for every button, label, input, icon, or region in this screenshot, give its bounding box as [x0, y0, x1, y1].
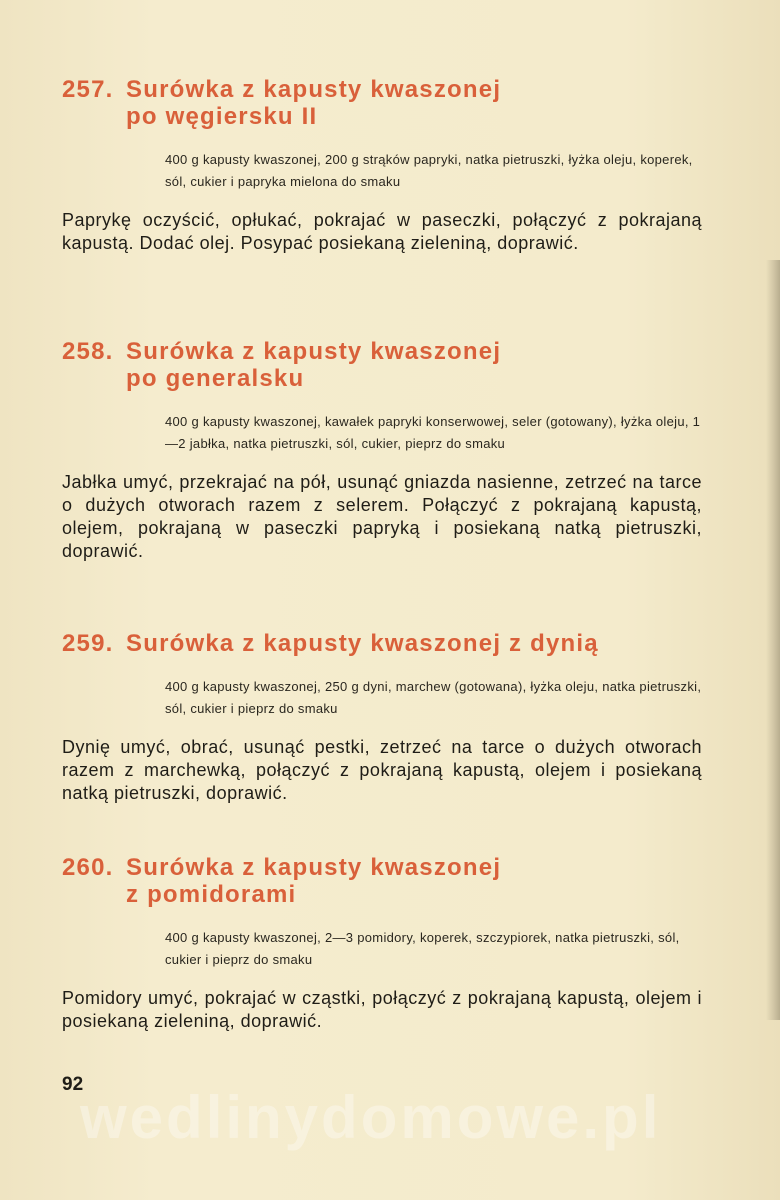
recipe-title-line2: po węgiersku II [126, 103, 318, 130]
recipe-number: 257. [62, 76, 114, 103]
recipe-title [62, 630, 702, 657]
recipe-title-line1: Surówka z kapusty kwaszonej [126, 338, 502, 365]
recipe-title-line1: Surówka z kapusty kwaszonej [126, 76, 502, 103]
recipe-259 [62, 630, 702, 805]
recipe-method: Pomidory umyć, pokrajać w cząstki, połączyć z pokrajaną kapustą, olejem i posiekaną zieleniną, doprawić. [62, 988, 702, 1031]
recipe-ingredients: 400 g kapusty kwaszonej, 2—3 pomidory, koperek, szczypiorek, natka pietruszki, sól, cukier i pieprz do smaku [165, 930, 680, 967]
recipe-ingredients: 400 g kapusty kwaszonej, 250 g dyni, marchew (gotowana), łyżka oleju, natka pietruszki, sól, cukier i pieprz do smaku [165, 679, 702, 716]
recipe-title [62, 854, 702, 908]
recipe-number: 259. [62, 630, 114, 657]
recipe-number: 260. [62, 854, 114, 881]
page-edge-shadow [766, 260, 780, 1020]
recipe-257 [62, 76, 702, 255]
recipe-number: 258. [62, 338, 114, 365]
recipe-title-line1: Surówka z kapusty kwaszonej [126, 854, 502, 881]
recipe-title-line1: Surówka z kapusty kwaszonej z dynią [126, 630, 599, 657]
recipe-title [62, 338, 702, 392]
recipe-title-line2: z pomidorami [126, 881, 297, 908]
watermark: wedlinydomowe.pl [80, 1084, 662, 1151]
recipe-258 [62, 338, 702, 563]
recipe-260 [62, 854, 702, 1033]
recipe-ingredients: 400 g kapusty kwaszonej, kawałek papryki konserwowej, seler (gotowany), łyżka oleju, 1—2 jabłka, natka pietruszki, sól, cukier, pieprz do smaku [165, 414, 701, 451]
recipe-method: Paprykę oczyścić, opłukać, pokrajać w paseczki, połączyć z pokrajaną kapustą. Dodać olej. Posypać posiekaną zieleniną, doprawić. [62, 210, 702, 253]
recipe-title-line2: po generalsku [126, 365, 305, 392]
page-number: 92 [62, 1074, 84, 1095]
recipe-method: Dynię umyć, obrać, usunąć pestki, zetrzeć na tarce o dużych otworach razem z marchewką, połączyć z pokrajaną kapustą, olejem i posiekaną natką pietruszki, doprawić. [62, 737, 702, 803]
recipe-ingredients: 400 g kapusty kwaszonej, 200 g strąków papryki, natka pietruszki, łyżka oleju, koperek, sól, cukier i papryka mielona do smaku [165, 152, 693, 189]
recipe-title [62, 76, 702, 130]
recipe-method: Jabłka umyć, przekrajać na pół, usunąć gniazda nasienne, zetrzeć na tarce o dużych otworach razem z selerem. Połączyć z pokrajaną kapustą, olejem, pokrajaną w paseczki papryką i posiekaną natką pietruszki, doprawić. [62, 472, 702, 561]
